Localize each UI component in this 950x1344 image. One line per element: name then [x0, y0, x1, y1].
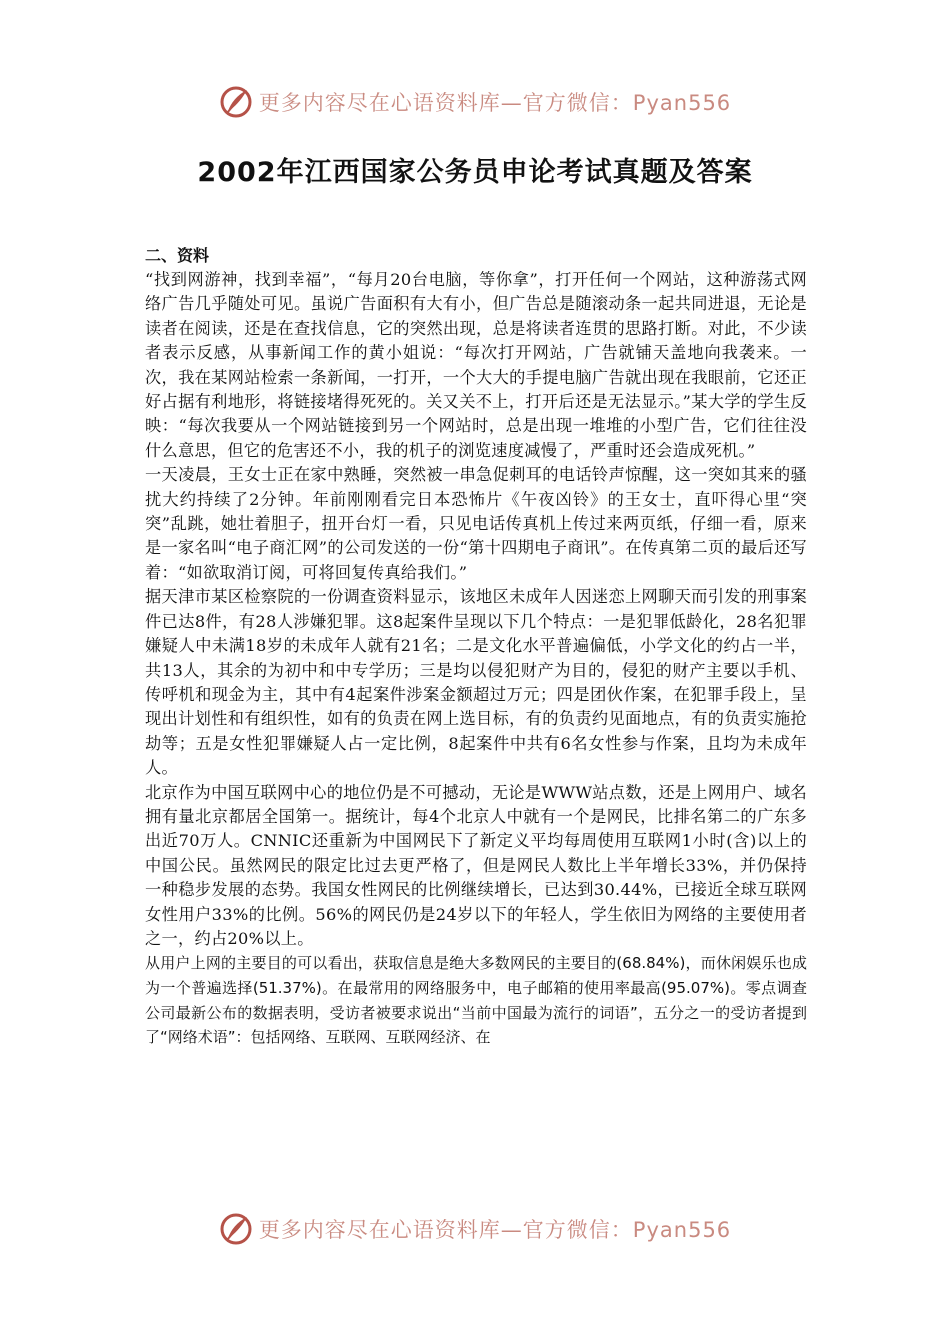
document-title: 2002年江西国家公务员申论考试真题及答案: [197, 157, 753, 188]
paragraph-juvenile-crime: 据天津市某区检察院的一份调查资料显示，该地区未成年人因迷恋上网聊天而引发的刑事案件已达8件，有28人涉嫌犯罪。这8起案件呈现以下几个特点：一是犯罪低龄化，28名犯罪嫌疑人中未满18岁的未成年人就有21名；二是文化水平普遍偏低，小学文化的约占一半，共13人，其余的为初中和中专学历；三是均以侵犯财产为目的，侵犯的财产主要以手机、传呼机和现金为主，其中有4起案件涉案金额超过万元；四是团伙作案，在犯罪手段上，呈现出计划性和有组织性，如有的负责在网上选目标，有的负责约见面地点，有的负责实施抢劫等；五是女性犯罪嫌疑人占一定比例，8起案件中共有6名女性参与作案，且均为未成年人。: [145, 587, 807, 778]
feather-pen-logo-icon: [219, 85, 253, 119]
feather-pen-logo-icon: [219, 1212, 253, 1246]
section-heading: 二、资料: [145, 246, 210, 265]
watermark-top: [0, 82, 950, 122]
watermark-bottom: [0, 1209, 950, 1249]
document-body: [145, 244, 807, 1050]
paragraph-fax-spam: 一天凌晨，王女士正在家中熟睡，突然被一串急促刺耳的电话铃声惊醒，这一突如其来的骚扰大约持续了2分钟。年前刚刚看完日本恐怖片《午夜凶铃》的王女士，直吓得心里“突突”乱跳，她壮着胆子，扭开台灯一看，只见电话传真机上传过来两页纸，仔细一看，原来是一家名叫“电子商汇网”的公司发送的一份“第十四期电子商讯”。在传真第二页的最后还写着：“如欲取消订阅，可将回复传真给我们。”: [145, 465, 807, 582]
watermark-text: 更多内容尽在心语资料库—官方微信：Pyan556: [258, 91, 732, 115]
watermark-text: 更多内容尽在心语资料库—官方微信：Pyan556: [258, 1218, 732, 1242]
paragraph-web-ads: “找到网游神，找到幸福”，“每月20台电脑，等你拿”，打开任何一个网站，这种游荡式网络广告几乎随处可见。虽说广告面积有大有小，但广告总是随滚动条一起共同进退，无论是读者在阅读，还是在查找信息，它的突然出现，总是将读者连贯的思路打断。对此，不少读者表示反感，从事新闻工作的黄小姐说：“每次打开网站，广告就铺天盖地向我袭来。一次，我在某网站检索一条新闻，一打开，一个大大的手提电脑广告就出现在我眼前，它还正好占据有利地形，将链接堵得死死的。关又关不上，打开后还是无法显示。”某大学的学生反映：“每次我要从一个网站链接到另一个网站时，总是出现一堆堆的小型广告，它们往往没什么意思，但它的危害还不小，我的机子的浏览速度减慢了，严重时还会造成死机。”: [145, 270, 807, 460]
paragraph-beijing-internet: 北京作为中国互联网中心的地位仍是不可撼动，无论是WWW站点数，还是上网用户、域名拥有量北京都居全国第一。据统计，每4个北京人中就有一个是网民，比排名第二的广东多出近70万人。CNNIC还重新为中国网民下了新定义平均每周使用互联网1小时(含)以上的中国公民。虽然网民的限定比过去更严格了，但是网民人数比上半年增长33%，并仍保持一种稳步发展的态势。我国女性网民的比例继续增长，已达到30.44%，已接近全球互联网女性用户33%的比例。56%的网民仍是24岁以下的年轻人，学生依旧为网络的主要使用者之一，约占20%以上。: [145, 782, 807, 948]
paragraph-user-purpose: 从用户上网的主要目的可以看出，获取信息是绝大多数网民的主要目的(68.84%)，而休闲娱乐也成为一个普遍选择(51.37%)。在最常用的网络服务中，电子邮箱的使用率最高(95.07%)。零点调查公司最新公布的数据表明，受访者被要求说出“当前中国最为流行的词语”，五分之一的受访者提到了“网络术语”：包括网络、互联网、互联网经济、在: [145, 954, 807, 1047]
